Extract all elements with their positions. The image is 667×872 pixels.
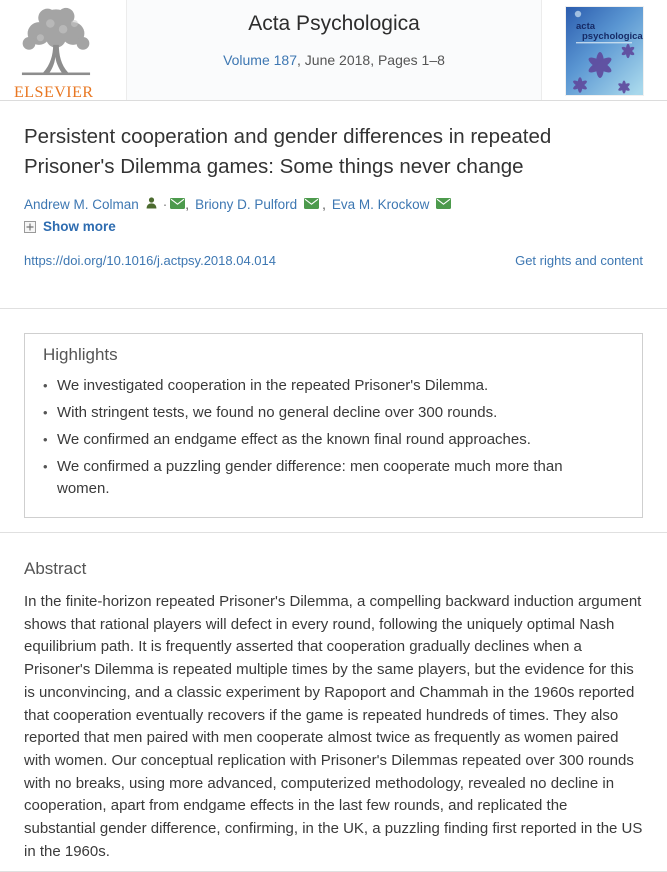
- doi-row: [24, 253, 643, 268]
- highlights-box: [24, 333, 643, 518]
- section-divider: [0, 308, 667, 309]
- issue-info-text: , June 2018, Pages 1–8: [297, 52, 445, 68]
- person-icon: [146, 197, 157, 212]
- author-krockow: [332, 197, 455, 212]
- author-link-krockow[interactable]: Eva M. Krockow: [331, 197, 430, 212]
- doi-link[interactable]: https://doi.org/10.1016/j.actpsy.2018.04.014: [24, 253, 276, 268]
- svg-text:psychologica: psychologica: [582, 31, 643, 42]
- article-title: Persistent cooperation and gender differences in repeated Prisoner's Dilemma games: Some things never change: [24, 125, 552, 178]
- author-colman: [24, 197, 185, 212]
- envelope-icon[interactable]: [170, 197, 185, 212]
- plus-icon: [24, 221, 36, 233]
- author-pulford: [195, 197, 322, 212]
- rights-and-content-link[interactable]: Get rights and content: [515, 253, 643, 268]
- highlight-item: • We confirmed a puzzling gender difference: men cooperate much more than women.: [43, 456, 603, 500]
- author-link-pulford[interactable]: Briony D. Pulford: [195, 197, 298, 212]
- show-more-label: Show more: [43, 219, 116, 234]
- elsevier-logo[interactable]: [0, 0, 127, 100]
- author-link-colman[interactable]: Andrew M. Colman: [24, 197, 139, 212]
- highlight-item: • We confirmed an endgame effect as the known final round approaches.: [43, 429, 603, 451]
- comma-separator: ,: [185, 197, 190, 212]
- envelope-icon[interactable]: [436, 197, 451, 212]
- journal-title-link[interactable]: Acta Psychologica: [248, 12, 420, 35]
- elsevier-tree-icon: [12, 6, 100, 83]
- volume-link[interactable]: Volume 187: [223, 52, 298, 68]
- svg-text:acta: acta: [576, 21, 596, 32]
- highlights-heading: Highlights: [43, 345, 118, 364]
- abstract-section: [0, 559, 667, 863]
- elsevier-wordmark: ELSEVIER: [14, 84, 94, 101]
- highlight-item: • With stringent tests, we found no general decline over 300 rounds.: [43, 402, 603, 424]
- article-head: [0, 122, 667, 268]
- abstract-heading: Abstract: [24, 559, 87, 578]
- cover-column: [541, 0, 667, 100]
- journal-cover-thumbnail[interactable]: [566, 7, 643, 95]
- section-divider: [0, 532, 667, 533]
- highlight-item: • We investigated cooperation in the repeated Prisoner's Dilemma.: [43, 375, 603, 397]
- journal-header: [0, 0, 667, 101]
- highlights-list: [43, 375, 624, 500]
- issue-line: [127, 52, 541, 68]
- show-more-button[interactable]: [24, 219, 643, 234]
- comma-separator: ,: [322, 197, 326, 212]
- envelope-icon[interactable]: [304, 197, 319, 212]
- author-list: [24, 197, 643, 212]
- journal-info: [127, 0, 541, 100]
- dot-separator: ·: [162, 197, 168, 212]
- abstract-text: In the finite-horizon repeated Prisoner's Dilemma, a compelling backward induction argument shows that rational players will defect in every round, following the uniquely optimal Nash equilibrium path. It is frequently asserted that cooperation gradually declines when a Prisoner's Dilemma is repeated multiple times by the same players, but the evidence for this is unconvincing, and a classic experiment by Rapoport and Chammah in the 1960s reported that cooperation eventually recovers if the game is repeated hundreds of times. They also reported that men paired with men cooperate almost twice as frequently as women paired with women. Our conceptual replication with Prisoner's Dilemmas repeated over 300 rounds with no breaks, using more advanced, computerized methodology, revealed no decline in cooperation, apart from endgame effects in the last few rounds, and replicated the substantial gender difference, confirming, in the UK, a puzzling finding first reported in the US in the 1960s.: [24, 593, 643, 860]
